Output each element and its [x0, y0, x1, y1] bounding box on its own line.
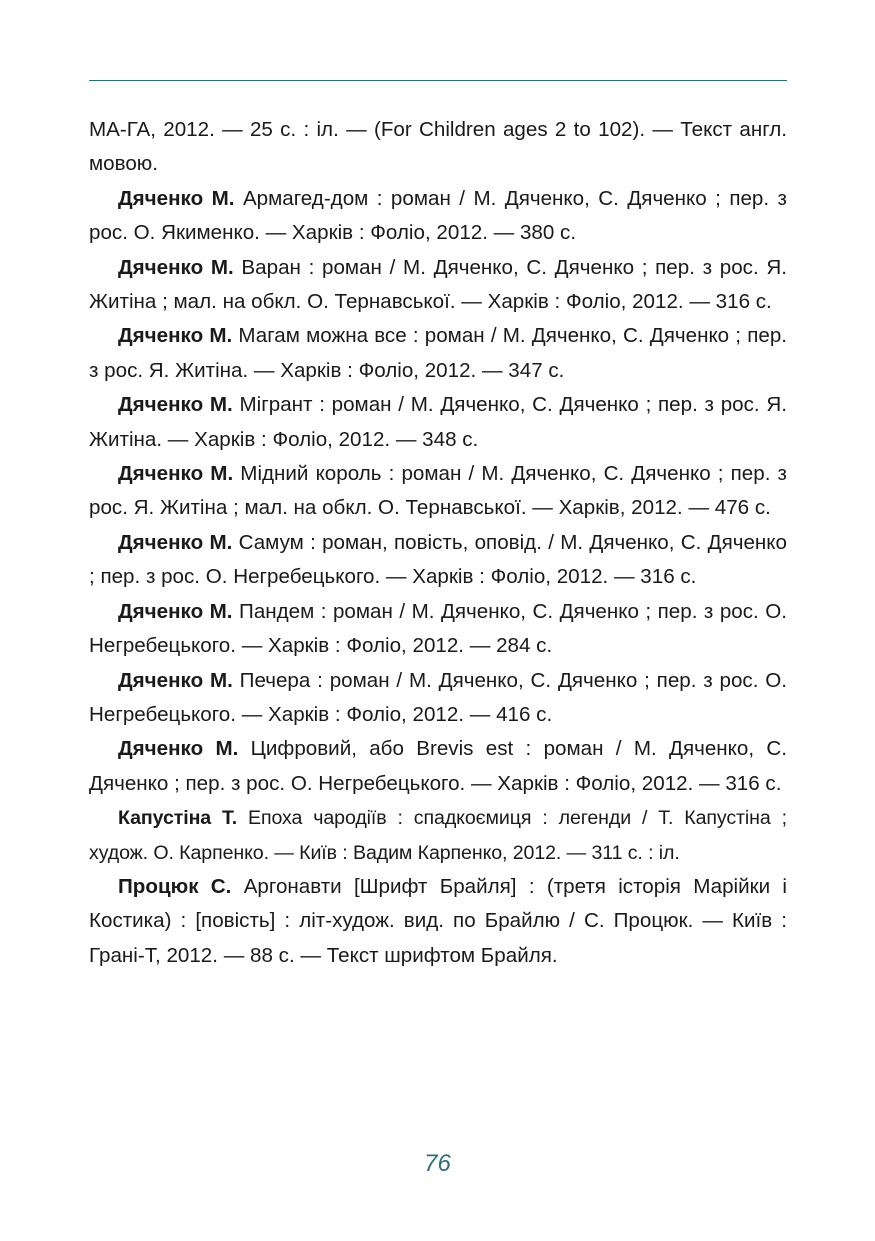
header-rule: [89, 80, 787, 81]
bibliography-entry: [89, 182, 787, 251]
entry-text: Мігрант : роман / М. Дяченко, С. Дяченко ; пер. з рос. Я. Житіна. — Харків : Фоліо, 2012. — 348 с.: [89, 393, 787, 451]
entry-author: Дяченко М.: [118, 530, 233, 554]
entry-text: Самум : роман, повість, оповід. / М. Дяченко, С. Дяченко ; пер. з рос. О. Негребецького. — Харків : Фоліо, 2012. — 316 с.: [89, 530, 787, 589]
bibliography-entry: [89, 319, 787, 388]
entry-author: Процюк С.: [118, 874, 232, 898]
entry-text: Пандем : роман / М. Дяченко, С. Дяченко ; пер. з рос. О. Негребецького. — Харків : Фоліо, 2012. — 284 с.: [89, 599, 788, 658]
bibliography-entry: [89, 388, 787, 457]
bibliography-entry: [89, 113, 787, 182]
bibliography-entry: [89, 870, 787, 973]
bibliography-entry: [89, 526, 787, 595]
entry-author: Капустіна Т.: [118, 807, 238, 830]
entry-author: Дяченко М.: [118, 186, 235, 210]
entry-author: Дяченко М.: [118, 668, 233, 692]
entry-author: Дяченко М.: [118, 462, 234, 486]
page-number: 76: [424, 1150, 451, 1177]
entry-text: Аргонавти [Шрифт Брайля] : (третя історія Марійки і Костика) : [повість] : літ-худож. вид. по Брайлю / С. Процюк. — Київ : Грані-Т, 2012. — 88 с. — Текст шрифтом Брайля.: [89, 874, 787, 967]
entry-author: Дяченко М.: [118, 324, 233, 348]
entry-author: Дяченко М.: [118, 599, 233, 623]
entry-text: Мідний король : роман / М. Дяченко, С. Дяченко ; пер. з рос. Я. Житіна ; мал. на обкл. О. Тернавської. — Харків, 2012. — 476 с.: [89, 462, 787, 520]
bibliography-list: [89, 113, 787, 973]
bibliography-entry: [89, 801, 787, 870]
entry-text: Цифровий, або Brevis est : роман / М. Дяченко, С. Дяченко ; пер. з рос. О. Негребецького. — Харків : Фоліо, 2012. — 316 с.: [89, 737, 787, 795]
entry-text: Армагед-дом : роман / М. Дяченко, С. Дяченко ; пер. з рос. О. Якименко. — Харків : Фоліо, 2012. — 380 с.: [89, 186, 787, 245]
bibliography-entry: [89, 457, 787, 526]
bibliography-entry: [89, 595, 787, 664]
bibliography-entry: [89, 251, 787, 320]
bibliography-entry: [89, 664, 787, 733]
entry-author: Дяченко М.: [118, 393, 233, 417]
entry-author: Дяченко М.: [118, 737, 239, 761]
entry-text: МА-ГА, 2012. — 25 с. : іл. — (For Children ages 2 to 102). — Текст англ. мовою.: [89, 118, 787, 176]
entry-text: Магам можна все : роман / М. Дяченко, С. Дяченко ; пер. з рос. Я. Житіна. — Харків : Фоліо, 2012. — 347 с.: [89, 324, 787, 382]
entry-text: Печера : роман / М. Дяченко, С. Дяченко ; пер. з рос. О. Негребецького. — Харків : Фоліо, 2012. — 416 с.: [89, 668, 788, 726]
entry-text: Епоха чародіїв : спадкоємиця : легенди / Т. Капустіна ; худож. О. Карпенко. — Київ : Вадим Карпенко, 2012. — 311 с. : іл.: [89, 807, 787, 864]
bibliography-entry: [89, 732, 787, 801]
entry-text: Варан : роман / М. Дяченко, С. Дяченко ; пер. з рос. Я. Житіна ; мал. на обкл. О. Тернавської. — Харків : Фоліо, 2012. — 316 с.: [89, 255, 787, 314]
entry-author: Дяченко М.: [118, 255, 234, 279]
